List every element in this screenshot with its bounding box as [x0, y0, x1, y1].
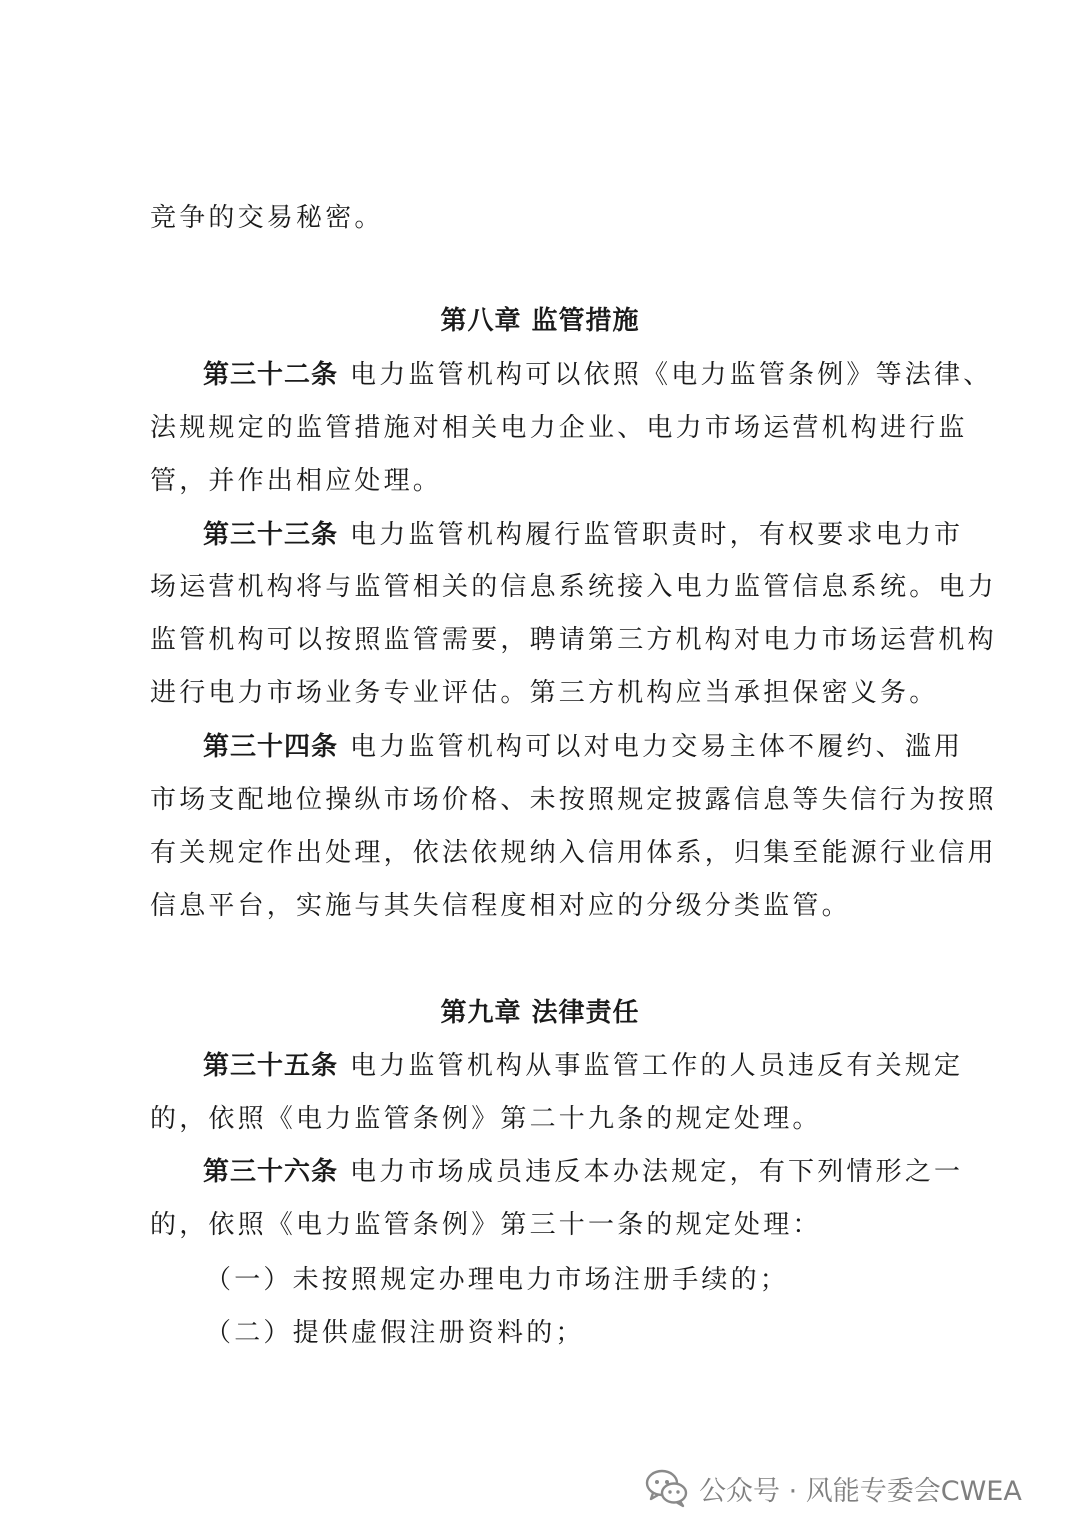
list-item-1: （一）未按照规定办理电力市场注册手续的； — [205, 1265, 790, 1295]
article-35-number: 第三十五条 — [203, 1051, 339, 1081]
article-34-line-1 — [203, 727, 964, 767]
article-36-line-1 — [203, 1152, 964, 1192]
text-line: 电力监管机构可以依照《电力监管条例》等法律、 — [350, 360, 993, 390]
paragraph-continuation — [150, 198, 940, 238]
text-line: 竞争的交易秘密。 — [150, 203, 384, 233]
watermark-text: 公众号 · 风能专委会CWEA — [699, 1475, 1022, 1507]
list-item-2: （二）提供虚假注册资料的； — [205, 1318, 585, 1348]
article-33-line-1 — [203, 515, 964, 555]
chapter-8-heading: 第八章 监管措施 — [440, 306, 640, 336]
article-36-number: 第三十六条 — [203, 1157, 339, 1187]
article-34-line-3: 有关规定作出处理，依法依规纳入信用体系，归集至能源行业信用 — [150, 838, 997, 868]
article-33-line-4: 进行电力市场业务专业评估。第三方机构应当承担保密义务。 — [150, 678, 939, 708]
article-35-line-1 — [203, 1046, 964, 1086]
article-33-number: 第三十三条 — [203, 520, 339, 550]
chapter-9-heading: 第九章 法律责任 — [440, 998, 640, 1028]
article-35-line-2: 的，依照《电力监管条例》第二十九条的规定处理。 — [150, 1104, 822, 1134]
text-line: 电力市场成员违反本办法规定，有下列情形之一 — [350, 1157, 964, 1187]
article-34-line-4: 信息平台，实施与其失信程度相对应的分级分类监管。 — [150, 891, 851, 921]
text-line: 电力监管机构可以对电力交易主体不履约、滥用 — [350, 732, 964, 762]
watermark — [645, 1465, 1022, 1511]
article-36-line-2: 的，依照《电力监管条例》第三十一条的规定处理： — [150, 1210, 822, 1240]
article-34-number: 第三十四条 — [203, 732, 339, 762]
article-33-line-3: 监管机构可以按照监管需要，聘请第三方机构对电力市场运营机构 — [150, 625, 997, 655]
article-32-line-2: 法规规定的监管措施对相关电力企业、电力市场运营机构进行监 — [150, 413, 968, 443]
article-33-line-2: 场运营机构将与监管相关的信息系统接入电力监管信息系统。电力 — [150, 572, 997, 602]
text-line: 电力监管机构履行监管职责时，有权要求电力市 — [350, 520, 964, 550]
article-32-number: 第三十二条 — [203, 360, 339, 390]
text-line: 电力监管机构从事监管工作的人员违反有关规定 — [350, 1051, 964, 1081]
wechat-icon — [645, 1468, 689, 1508]
article-34-line-2: 市场支配地位操纵市场价格、未按照规定披露信息等失信行为按照 — [150, 785, 997, 815]
article-32-line-1 — [203, 355, 993, 395]
article-32-line-3: 管，并作出相应处理。 — [150, 466, 443, 496]
